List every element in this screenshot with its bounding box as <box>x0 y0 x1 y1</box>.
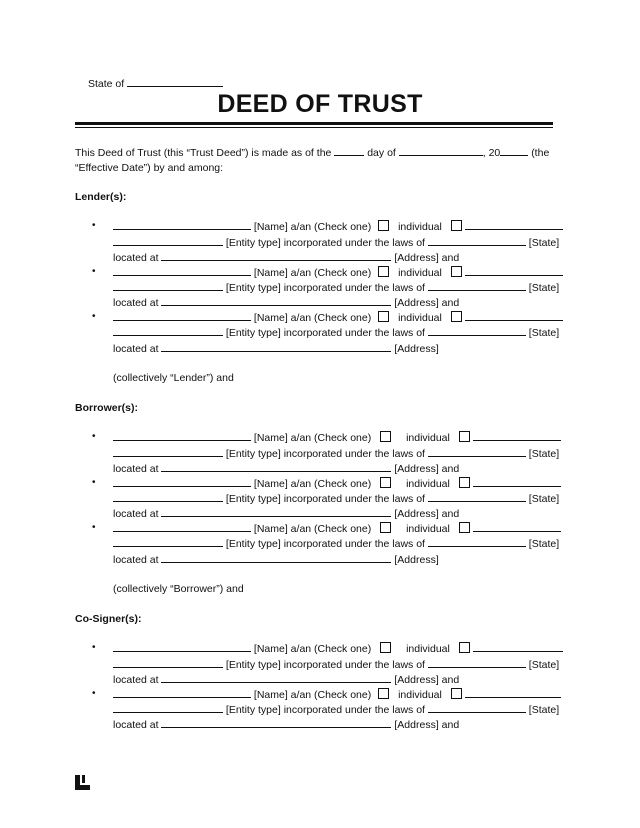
lenders-closing: (collectively “Lender”) and <box>113 372 234 384</box>
intro-line-1: This Deed of Trust (this “Trust Deed”) is made as of the day of , 20 (the <box>75 147 550 159</box>
entity-type-blank[interactable] <box>113 658 223 668</box>
checkbox-entity[interactable] <box>451 266 462 277</box>
entity-blank[interactable] <box>465 266 563 276</box>
bullet: • <box>92 477 96 488</box>
party-entity-line: [Entity type] incorporated under the laws of [State] <box>113 492 559 505</box>
bullet: • <box>92 266 96 277</box>
name-blank[interactable] <box>113 266 251 276</box>
party-entity-line: [Entity type] incorporated under the laws of [State] <box>113 281 559 294</box>
checkbox-individual[interactable] <box>380 642 391 653</box>
entity-blank[interactable] <box>473 642 563 652</box>
month-blank[interactable] <box>399 146 483 156</box>
year-blank[interactable] <box>500 146 528 156</box>
state-law-blank[interactable] <box>428 326 526 336</box>
party-address-line: located at [Address] and <box>113 463 460 475</box>
entity-blank[interactable] <box>473 477 561 487</box>
cosigners-heading: Co-Signer(s): <box>75 613 142 625</box>
party-address-line: located at [Address] and <box>113 719 460 731</box>
address-blank[interactable] <box>161 718 391 728</box>
state-law-blank[interactable] <box>428 447 526 457</box>
party-entity-line: [Entity type] incorporated under the laws of [State] <box>113 447 559 460</box>
party-address-line: located at [Address] and <box>113 252 460 264</box>
entity-blank[interactable] <box>465 311 563 321</box>
address-blank[interactable] <box>161 507 391 517</box>
party-name-line: [Name] a/an (Check one) individual <box>113 477 561 490</box>
entity-type-blank[interactable] <box>113 537 223 547</box>
bullet: • <box>92 311 96 322</box>
state-law-blank[interactable] <box>428 703 526 713</box>
party-entity-line: [Entity type] incorporated under the laws of [State] <box>113 703 559 716</box>
intro-line-2: “Effective Date”) by and among: <box>75 162 224 174</box>
party-entity-line: [Entity type] incorporated under the laws of [State] <box>113 658 559 671</box>
borrowers-closing: (collectively “Borrower”) and <box>113 583 244 595</box>
entity-type-blank[interactable] <box>113 326 223 336</box>
name-blank[interactable] <box>113 477 251 487</box>
legal-templates-logo-icon <box>75 775 90 790</box>
name-blank[interactable] <box>113 311 251 321</box>
checkbox-individual[interactable] <box>378 266 389 277</box>
checkbox-entity[interactable] <box>459 642 470 653</box>
entity-blank[interactable] <box>465 220 563 230</box>
entity-type-blank[interactable] <box>113 281 223 291</box>
checkbox-entity[interactable] <box>451 220 462 231</box>
state-of-label: State of <box>88 78 125 90</box>
bullet: • <box>92 642 96 653</box>
name-blank[interactable] <box>113 642 251 652</box>
checkbox-individual[interactable] <box>378 688 389 699</box>
name-blank[interactable] <box>113 220 251 230</box>
state-blank[interactable] <box>127 77 223 87</box>
checkbox-entity[interactable] <box>451 311 462 322</box>
state-law-blank[interactable] <box>428 281 526 291</box>
entity-blank[interactable] <box>473 522 561 532</box>
bullet: • <box>92 220 96 231</box>
lenders-heading: Lender(s): <box>75 191 127 203</box>
bullet: • <box>92 431 96 442</box>
party-name-line: [Name] a/an (Check one) individual <box>113 688 561 701</box>
state-law-blank[interactable] <box>428 658 526 668</box>
bullet: • <box>92 688 96 699</box>
party-name-line: [Name] a/an (Check one) individual <box>113 522 561 535</box>
checkbox-entity[interactable] <box>459 477 470 488</box>
party-address-line: located at [Address] and <box>113 508 460 520</box>
address-blank[interactable] <box>161 553 391 563</box>
entity-type-blank[interactable] <box>113 447 223 457</box>
borrowers-heading: Borrower(s): <box>75 402 139 414</box>
party-name-line: [Name] a/an (Check one) individual <box>113 311 563 324</box>
party-name-line: [Name] a/an (Check one) individual <box>113 266 563 279</box>
party-address-line: located at [Address] <box>113 554 439 566</box>
party-entity-line: [Entity type] incorporated under the laws of [State] <box>113 236 559 249</box>
checkbox-individual[interactable] <box>380 522 391 533</box>
checkbox-entity[interactable] <box>459 431 470 442</box>
state-law-blank[interactable] <box>428 492 526 502</box>
day-blank[interactable] <box>334 146 364 156</box>
document-title: DEED OF TRUST <box>217 90 423 118</box>
checkbox-individual[interactable] <box>378 220 389 231</box>
address-blank[interactable] <box>161 342 391 352</box>
name-blank[interactable] <box>113 688 251 698</box>
party-address-line: located at [Address] and <box>113 297 460 309</box>
party-address-line: located at [Address] <box>113 343 439 355</box>
title-rule-thick <box>75 122 553 125</box>
name-blank[interactable] <box>113 522 251 532</box>
party-name-line: [Name] a/an (Check one) individual <box>113 431 561 444</box>
checkbox-individual[interactable] <box>378 311 389 322</box>
address-blank[interactable] <box>161 296 391 306</box>
name-blank[interactable] <box>113 431 251 441</box>
bullet: • <box>92 522 96 533</box>
entity-blank[interactable] <box>465 688 561 698</box>
entity-type-blank[interactable] <box>113 236 223 246</box>
party-entity-line: [Entity type] incorporated under the laws of [State] <box>113 326 559 339</box>
party-name-line: [Name] a/an (Check one) individual <box>113 220 563 233</box>
party-entity-line: [Entity type] incorporated under the laws of [State] <box>113 537 559 550</box>
state-law-blank[interactable] <box>428 537 526 547</box>
checkbox-entity[interactable] <box>459 522 470 533</box>
checkbox-individual[interactable] <box>380 431 391 442</box>
entity-blank[interactable] <box>473 431 561 441</box>
state-of-line <box>88 77 223 90</box>
address-blank[interactable] <box>161 673 391 683</box>
address-blank[interactable] <box>161 251 391 261</box>
title-rule-thin <box>75 127 553 128</box>
address-blank[interactable] <box>161 462 391 472</box>
checkbox-individual[interactable] <box>380 477 391 488</box>
party-address-line: located at [Address] and <box>113 674 460 686</box>
party-name-line: [Name] a/an (Check one) individual <box>113 642 563 655</box>
entity-type-blank[interactable] <box>113 492 223 502</box>
checkbox-entity[interactable] <box>451 688 462 699</box>
state-law-blank[interactable] <box>428 236 526 246</box>
entity-type-blank[interactable] <box>113 703 223 713</box>
